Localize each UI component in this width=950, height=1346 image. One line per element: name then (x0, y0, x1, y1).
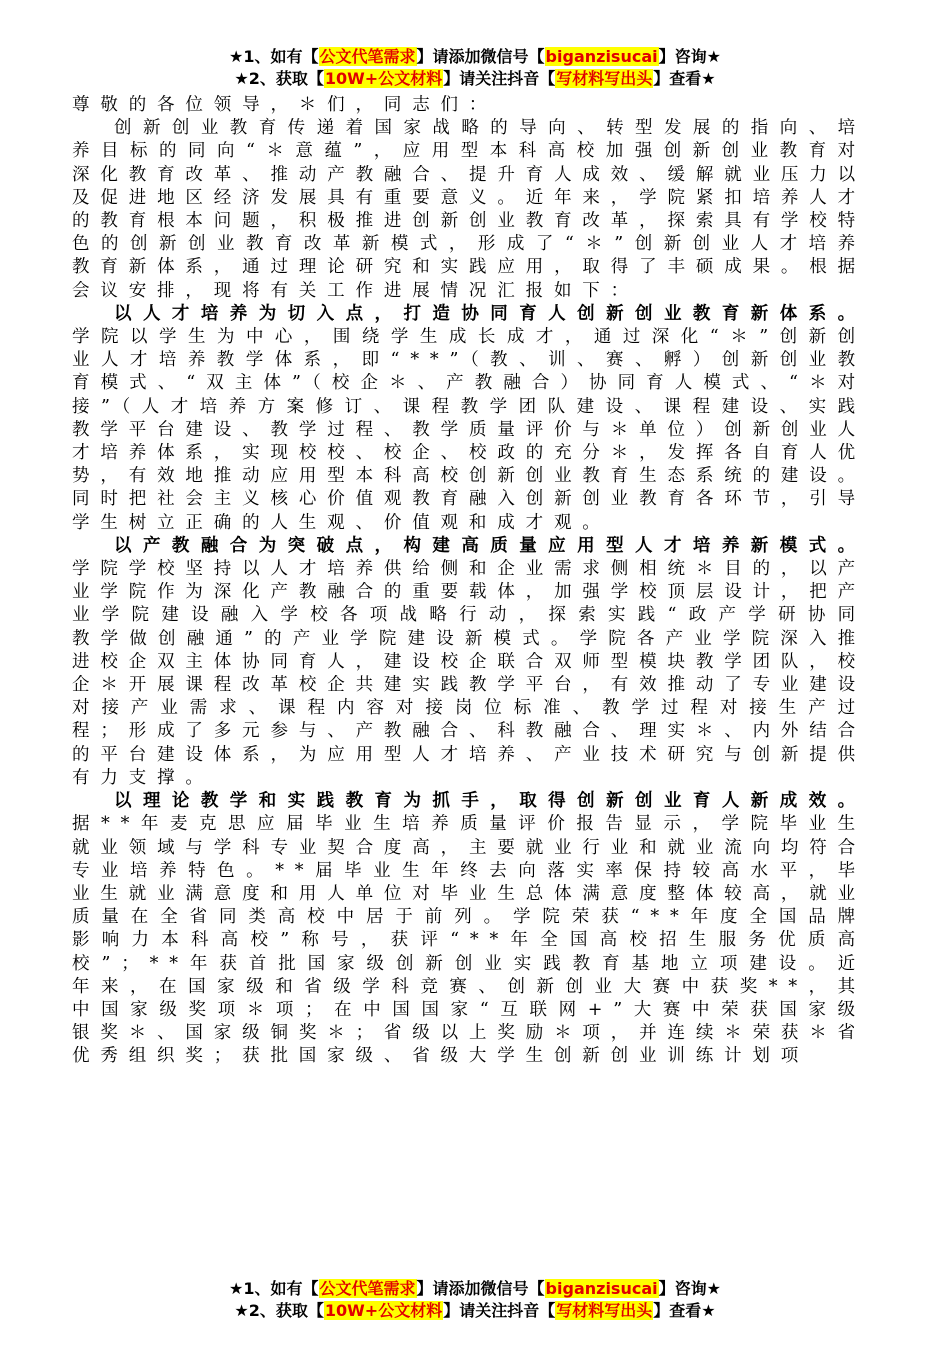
banner-highlight: 公文代笔需求 (319, 47, 416, 66)
banner-highlight: 写材料写出头 (556, 1301, 653, 1320)
banner-text: 】请关注抖音【 (443, 69, 556, 88)
section-heading: 以人才培养为切入点，打造协同育人创新创业教育新体系。 (114, 303, 866, 324)
banner-text: 】请添加微信号【 (416, 47, 545, 66)
document-body (72, 94, 866, 1069)
section-paragraph (72, 790, 866, 1068)
banner-highlight: 10W+公文材料 (324, 1301, 443, 1320)
banner-highlight: biganzisucai (545, 1279, 658, 1298)
banner-text: 】咨询★ (658, 47, 721, 66)
banner-text: ★2、获取【 (234, 1301, 324, 1320)
banner-highlight: 10W+公文材料 (324, 69, 443, 88)
section-body: 学院学校坚持以人才培养供给侧和企业需求侧相统＊目的，以产业学院作为深化产教融合的重要载体，加强学校顶层设计，把产业学院建设融入学校各项战略行动，探索实践“政产学研协同 教学做创融通”的产业学院建设新模式。学院各产业学院深入推进校企双主体协同育人，建设校企联合双师型模块教学团队，校企＊开展课程改革校企共建实践教学平台，有效推动了专业建设对接产业需求、课程内容对接岗位标准、教学过程对接生产过程；形成了多元参与、产教融合、科教融合、理实＊、内外结合的平台建设体系，为应用型人才培养、产业技术研究与创新提供有力支撑。 (72, 559, 866, 788)
banner-text: 】请添加微信号【 (416, 1279, 545, 1298)
section-heading: 以理论教学和实践教育为抓手，取得创新创业育人新成效。 (114, 791, 866, 812)
section-body: 据**年麦克思应届毕业生培养质量评价报告显示，学院毕业生就业领域与学科专业契合度高，主要就业行业和就业流向均符合专业培养特色。**届毕业生年终去向落实率保持较高水平，毕业生就业满意度和用人单位对毕业生总体满意度整体较高，就业质量在全省同类高校中居于前列。学院荣获“**年度全国品牌影响力本科高校”称号，获评“**年全国高校招生服务优质高校”；**年获首批国家级创新创业实践教育基地立项建设。近年来，在国家级和省级学科竞赛、创新创业大赛中获奖**，其中国家级奖项＊项；在中国国家“互联网+”大赛中荣获国家级银奖＊、国家级铜奖＊；省级以上奖励＊项，并连续＊荣获＊省优秀组织奖；获批国家级、省级大学生创新创业训练计划项 (72, 814, 866, 1067)
banner-highlight: 写材料写出头 (556, 69, 653, 88)
banner-line-2 (0, 1300, 950, 1322)
section-paragraph (72, 303, 866, 535)
banner-text: 】咨询★ (658, 1279, 721, 1298)
header-banner (0, 46, 950, 90)
banner-highlight: biganzisucai (545, 47, 658, 66)
banner-highlight: 公文代笔需求 (319, 1279, 416, 1298)
greeting: 尊敬的各位领导，＊们，同志们： (72, 95, 498, 115)
section-body: 学院以学生为中心，围绕学生成长成才，通过深化“＊”创新创业人才培养教学体系，即“**”（教、训、赛、孵）创新创业教育模式、“双主体”（校企＊、产教融合）协同育人模式、“＊对接”（人才培养方案修订、课程教学团队建设、课程建设、实践教学平台建设、教学过程、教学质量评价与＊单位）创新创业人才培养体系，实现校校、校企、校政的充分＊，发挥各自育人优势，有效地推动应用型本科高校创新创业教育生态系统的建设。同时把社会主义核心价值观教育融入创新创业教育各环节，引导学生树立正确的人生观、价值观和成才观。 (72, 327, 866, 533)
banner-line-1 (0, 46, 950, 68)
banner-line-2 (0, 68, 950, 90)
banner-text: 】查看★ (653, 1301, 716, 1320)
banner-line-1 (0, 1278, 950, 1300)
banner-text: ★1、如有【 (229, 1279, 319, 1298)
banner-text: ★1、如有【 (229, 47, 319, 66)
banner-text: ★2、获取【 (234, 69, 324, 88)
intro-paragraph: 创新创业教育传递着国家战略的导向、转型发展的指向、培养目标的同向“＊意蕴”，应用型本科高校加强创新创业教育对深化教育改革、推动产教融合、提升育人成效、缓解就业压力以及促进地区经济发展具有重要意义。近年来，学院紧扣培养人才的教育根本问题，积极推进创新创业教育改革，探索具有学校特色的创新创业教育改革新模式，形成了“＊”创新创业人才培养教育新体系，通过理论研究和实践应用，取得了丰硕成果。根据会议安排，现将有关工作进展情况汇报如下： (72, 118, 866, 301)
section-heading: 以产教融合为突破点，构建高质量应用型人才培养新模式。 (114, 535, 866, 556)
footer-banner (0, 1278, 950, 1322)
section-paragraph (72, 535, 866, 790)
banner-text: 】查看★ (653, 69, 716, 88)
banner-text: 】请关注抖音【 (443, 1301, 556, 1320)
